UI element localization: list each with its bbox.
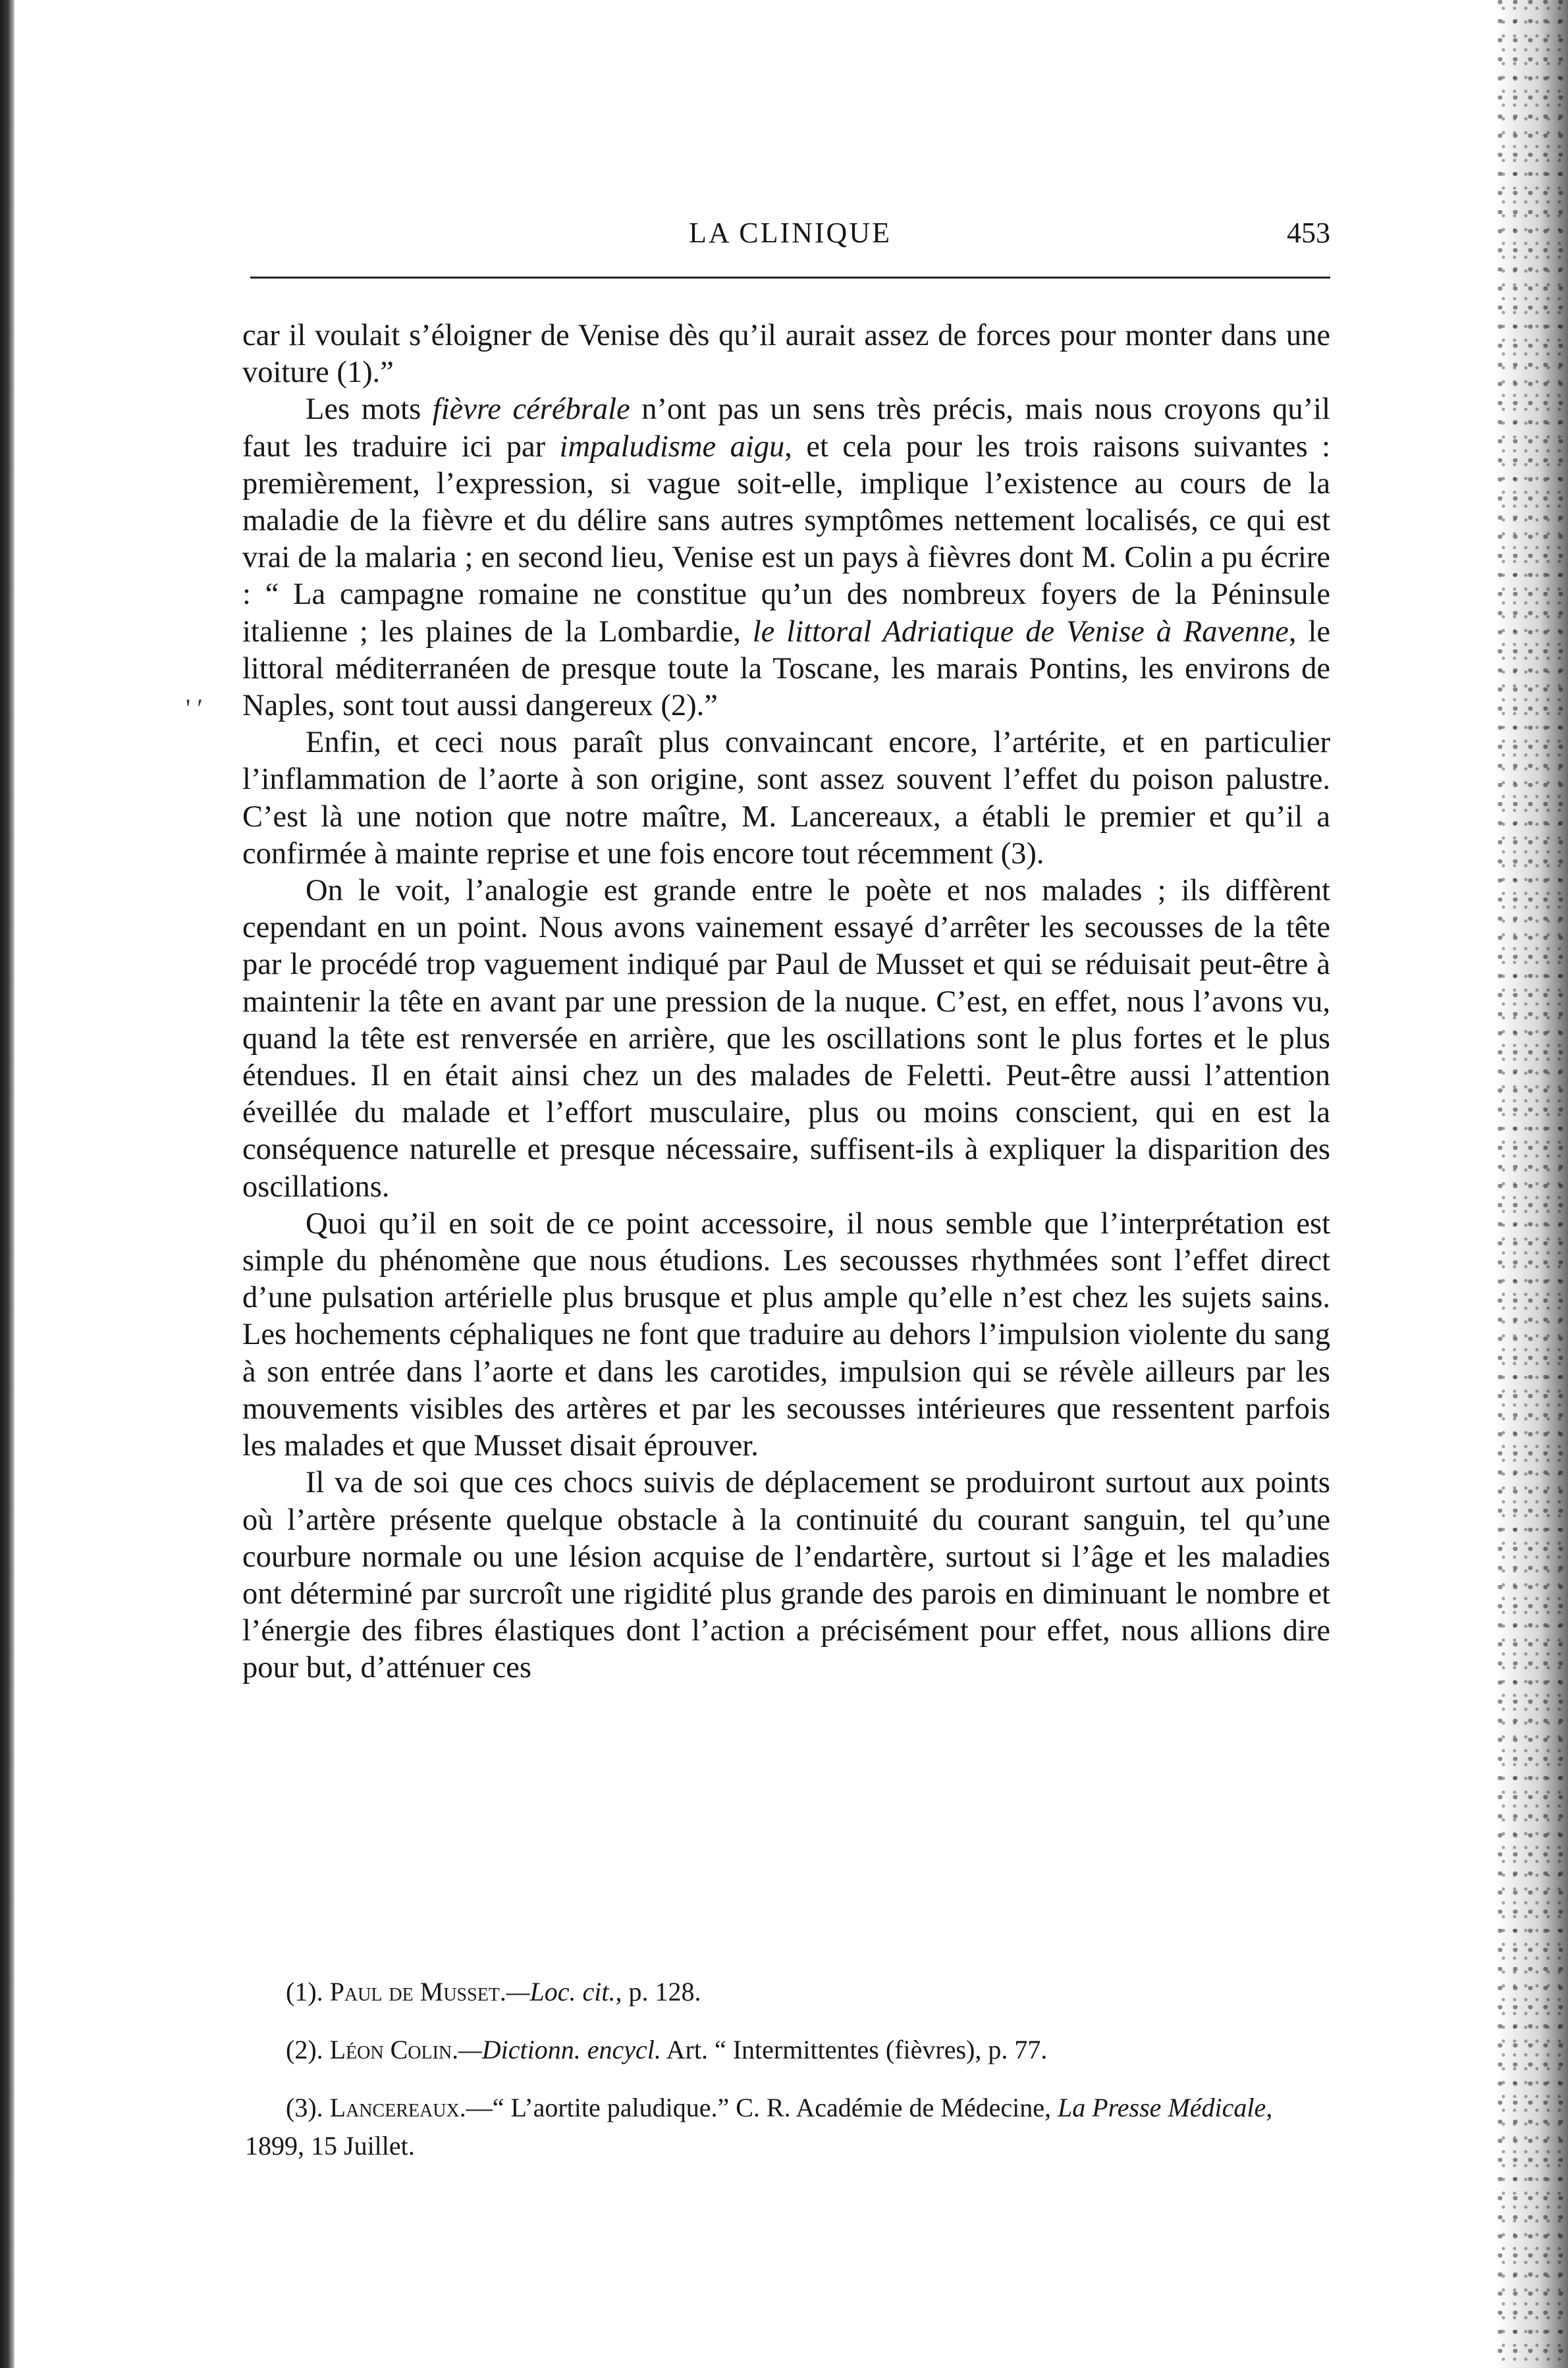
- footnote-rest: Art. “ Intermittentes (fièvres), p. 77.: [661, 2035, 1048, 2064]
- footnote-1: [245, 1973, 1330, 2011]
- footnote-rest: —“ L’aortite paludique.” C. R. Académie de Médecine,: [466, 2093, 1058, 2122]
- footnote-2: [245, 2031, 1330, 2069]
- body-text: [242, 317, 1330, 1687]
- paragraph-1: car il voulait s’éloigner de Venise dès qu’il aurait assez de forces pour monter dans une voiture (1).”: [242, 319, 1330, 390]
- paragraph-2: [242, 391, 1330, 724]
- running-title: LA CLINIQUE: [689, 217, 892, 249]
- footnote-number: (1).: [286, 1977, 323, 2006]
- scan-page-edge: [1496, 0, 1568, 2368]
- page-header: [250, 216, 1330, 258]
- footnote-emphasis: —Dictionn. encycl.: [458, 2035, 661, 2064]
- paragraph-2-emphasis: impaludisme aigu: [559, 429, 785, 464]
- paragraph-3: Enfin, et ceci nous paraît plus convaincant encore, l’artérite, et en particulier l’inflammation de l’aorte à son origine, sont assez souvent l’effet du poison palustre. C’est là une notion que notre maître, M. Lancereaux, a établi le premier et qu’il a confirmée à mainte reprise et une fois encore tout récemment (3).: [242, 726, 1330, 871]
- paragraph-2-part: , le littoral méditerranéen de presque toute la Toscane, les marais Pontins, les environs de Naples, sont tout aussi dangereux (2).”: [242, 614, 1331, 723]
- footnote-emphasis: —Loc. cit.: [506, 1977, 616, 2006]
- margin-mark: ' ′: [186, 693, 203, 723]
- footnote-author: Léon Colin.: [329, 2035, 459, 2064]
- footnote-rest: , p. 128.: [615, 1977, 701, 2006]
- footnote-author: Lancereaux.: [329, 2093, 466, 2122]
- footnote-author: Paul de Musset.: [329, 1977, 506, 2006]
- paragraph-2-part: , et cela pour les trois raisons suivantes : premièrement, l’expression, si vague soit-elle, implique l’existence au cours de la maladie de la fièvre et du délire sans autres symptômes nettement localisés, ce qui est vrai de la malaria ; en second lieu, Venise est un pays à fièvres dont M. Colin a pu écrire : “ La campagne romaine ne constitue qu’un des nombreux foyers de la Péninsule italienne ; les plaines de la Lombardie,: [242, 429, 1331, 649]
- footnote-rest: , 1899, 15 Juillet.: [245, 2093, 1273, 2161]
- paragraph-4: On le voit, l’analogie est grande entre le poète et nos malades ; ils diffèrent cependant en un point. Nous avons vainement essayé d’arrêter les secousses de la tête par le procédé trop vaguement indiqué par Paul de Musset et qui se réduisait peut-être à maintenir la tête en avant par une pression de la nuque. C’est, en effet, nous l’avons vu, quand la tête est renversée en arrière, que les oscillations sont le plus fortes et le plus étendues. Il en était ainsi chez un des malades de Feletti. Peut-être aussi l’attention éveillée du malade et l’effort musculaire, plus ou moins conscient, qui en est la conséquence naturelle et presque nécessaire, suffisent-ils à expliquer la disparition des oscillations.: [242, 874, 1330, 1204]
- header-rule: [250, 277, 1330, 279]
- paragraph-2-part: n’ont pas un sens très précis, mais nous croyons qu’il faut les traduire ici par: [242, 392, 1330, 464]
- footnote-emphasis: La Presse Médicale: [1057, 2093, 1266, 2122]
- footnote-3: [245, 2089, 1330, 2165]
- footnote-number: (3).: [286, 2093, 323, 2122]
- paragraph-2-emphasis: fièvre cérébrale: [432, 392, 630, 427]
- page-number: 453: [1287, 217, 1330, 249]
- footnote-number: (2).: [286, 2035, 323, 2064]
- scan-binding-edge: [0, 0, 14, 2368]
- footnotes: [245, 1973, 1330, 2185]
- paragraph-6: Il va de soi que ces chocs suivis de déplacement se produiront surtout aux points où l’artère présente quelque obstacle à la continuité du courant sanguin, tel qu’une courbure normale ou une lésion acquise de l’endartère, surtout si l’âge et les maladies ont déterminé par surcroît une rigidité plus grande des parois en diminuant le nombre et l’énergie des fibres élastiques dont l’action a précisément pour effet, nous allions dire pour but, d’atténuer ces: [242, 1466, 1330, 1685]
- paragraph-5: Quoi qu’il en soit de ce point accessoire, il nous semble que l’interprétation est simple du phénomène que nous étudions. Les secousses rhythmées sont l’effet direct d’une pulsation artérielle plus brusque et plus ample qu’elle n’est chez les sujets sains. Les hochements céphaliques ne font que traduire au dehors l’impulsion violente du sang à son entrée dans l’aorte et dans les carotides, impulsion qui se révèle ailleurs par les mouvements visibles des artères et par les secousses intérieures que ressentent parfois les malades et que Musset disait éprouver.: [242, 1206, 1330, 1463]
- paragraph-2-part: Les mots: [306, 392, 433, 427]
- paragraph-2-emphasis: le littoral Adriatique de Venise à Ravenne: [752, 614, 1289, 649]
